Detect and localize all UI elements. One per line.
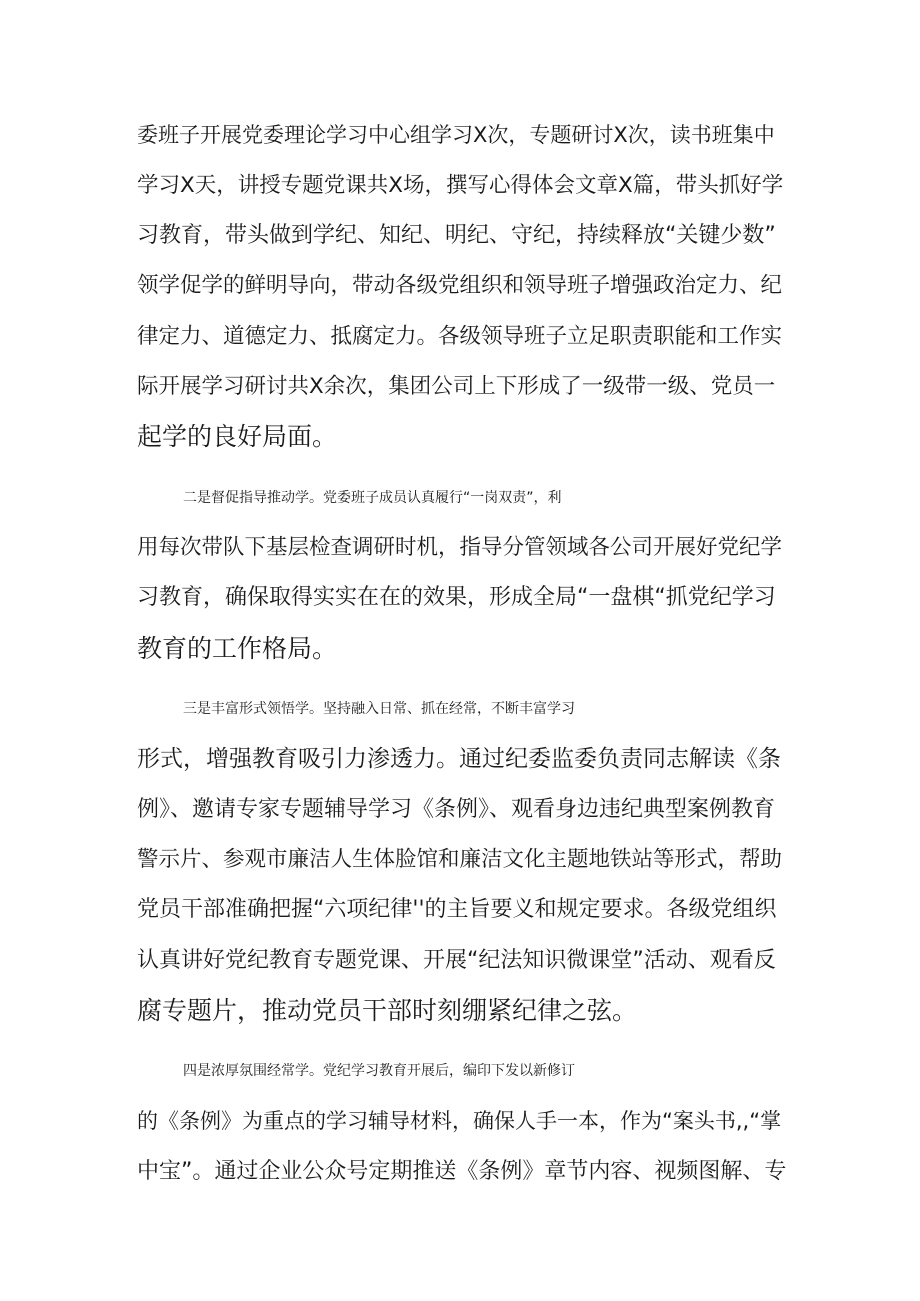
paragraph-line: 用每次带队下基层检查调研时机，指导分管领域各公司开展好党纪学	[137, 535, 783, 560]
paragraph-line: 的《条例》为重点的学习辅导材料，确保人手一本，作为“案头书,,“掌	[137, 1109, 782, 1133]
paragraph-line: 认真讲好党纪教育专题党课、开展“纪法知识微课堂”活动、观看反	[137, 948, 776, 973]
paragraph-line: 学习X天，讲授专题党课共X场，撰写心得体会文章X篇，带头抓好学	[137, 173, 784, 198]
paragraph-line: 例》、邀请专家专题辅导学习《条例》、观看身边违纪典型案例教育	[137, 797, 776, 822]
paragraph-line: 形式，增强教育吸引力渗透力。通过纪委监委负责同志解读《条	[137, 746, 781, 772]
paragraph-line: 中宝”。通过企业公众号定期推送《条例》章节内容、视频图解、专	[137, 1159, 787, 1184]
paragraph-line: 教育的工作格局。	[137, 634, 338, 663]
paragraph-line: 委班子开展党委理论学习中心组学习X次，专题研讨X次，读书班集中	[137, 123, 775, 147]
paragraph-line: 际开展学习研讨共X余次，集团公司上下形成了一级带一级、党员一	[137, 374, 776, 399]
paragraph-line: 起学的良好局面。	[137, 422, 338, 451]
paragraph-line: 党员干部准确把握“六项纪律''的主旨要义和规定要求。各级党组织	[137, 897, 777, 922]
paragraph-line: 律定力、道德定力、抵腐定力。各级领导班子立足职责职能和工作实	[137, 324, 783, 349]
paragraph-line: 习教育，带头做到学纪、知纪、明纪、守纪，持续释放“关键少数”	[137, 223, 776, 248]
paragraph-line: 腐专题片，推动党员干部时刻绷紧纪律之弦。	[137, 996, 638, 1025]
paragraph-line: 三是丰富形式领悟学。坚持融入日常、抓在经常，不断丰富学习	[183, 701, 575, 717]
paragraph-line: 习教育，确保取得实实在在的效果，形成全局“一盘棋“抓党纪学习	[137, 585, 776, 610]
paragraph-line: 四是浓厚氛围经常学。党纪学习教育开展后，编印下发以新修订	[183, 1063, 575, 1079]
paragraph-line: 警示片、参观市廉洁人生体脸馆和廉洁文化主题地铁站等形式，帮助	[137, 847, 783, 872]
paragraph-line: 二是督促指导推动学。党委班子成员认真履行“一岗双责”，利	[183, 490, 562, 506]
paragraph-line: 领学促学的鲜明导向，带动各级党组织和领导班子增强政治定力、纪	[137, 273, 783, 298]
